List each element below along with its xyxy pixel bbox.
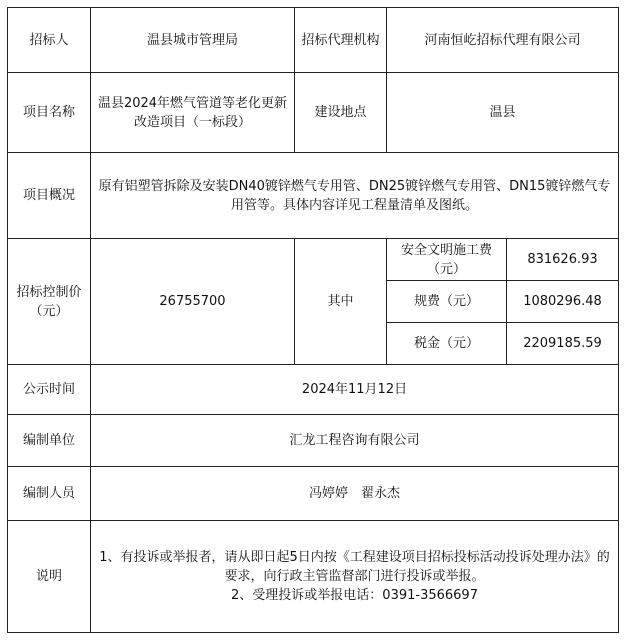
site-label: 建设地点 <box>295 73 387 153</box>
statutory-fee-value: 1080296.48 <box>507 281 619 323</box>
tender-info-table <box>7 7 619 633</box>
remarks-value <box>91 521 619 633</box>
remarks-line-2: 2、受理投诉或举报电话：0391-3566697 <box>231 588 478 603</box>
overview-label: 项目概况 <box>8 153 91 239</box>
compiler-unit-label: 编制单位 <box>8 415 91 467</box>
compiler-staff-value: 冯婷婷 翟永杰 <box>91 467 619 521</box>
tenderer-label: 招标人 <box>8 8 91 73</box>
row-control-price-1 <box>8 239 619 281</box>
of-which-label: 其中 <box>295 239 387 365</box>
publicity-time-label: 公示时间 <box>8 365 91 415</box>
control-price-value: 26755700 <box>91 239 295 365</box>
safety-fee-value: 831626.93 <box>507 239 619 281</box>
row-remarks <box>8 521 619 633</box>
safety-fee-label: 安全文明施工费（元） <box>387 239 507 281</box>
tax-value: 2209185.59 <box>507 323 619 365</box>
row-project-name <box>8 73 619 153</box>
compiler-unit-value: 汇龙工程咨询有限公司 <box>91 415 619 467</box>
control-price-label: 招标控制价（元） <box>8 239 91 365</box>
remarks-line-1: 1、有投诉或举报者，请从即日起5日内按《工程建设项目招标投标活动投诉处理办法》的要求，向行政主管监督部门进行投诉或举报。 <box>99 550 610 584</box>
row-compiler-unit <box>8 415 619 467</box>
statutory-fee-label: 规费（元） <box>387 281 507 323</box>
row-overview <box>8 153 619 239</box>
row-compiler-staff <box>8 467 619 521</box>
overview-value: 原有铝塑管拆除及安装DN40镀锌燃气专用管、DN25镀锌燃气专用管、DN15镀锌燃气专用管等。具体内容详见工程量清单及图纸。 <box>91 153 619 239</box>
row-publicity-time <box>8 365 619 415</box>
remarks-label: 说明 <box>8 521 91 633</box>
project-name-value: 温县2024年燃气管道等老化更新改造项目（一标段） <box>91 73 295 153</box>
compiler-staff-label: 编制人员 <box>8 467 91 521</box>
row-tenderer <box>8 8 619 73</box>
site-value: 温县 <box>387 73 619 153</box>
agency-value: 河南恒屹招标代理有限公司 <box>387 8 619 73</box>
agency-label: 招标代理机构 <box>295 8 387 73</box>
tax-label: 税金（元） <box>387 323 507 365</box>
publicity-time-value: 2024年11月12日 <box>91 365 619 415</box>
tenderer-value: 温县城市管理局 <box>91 8 295 73</box>
project-name-label: 项目名称 <box>8 73 91 153</box>
